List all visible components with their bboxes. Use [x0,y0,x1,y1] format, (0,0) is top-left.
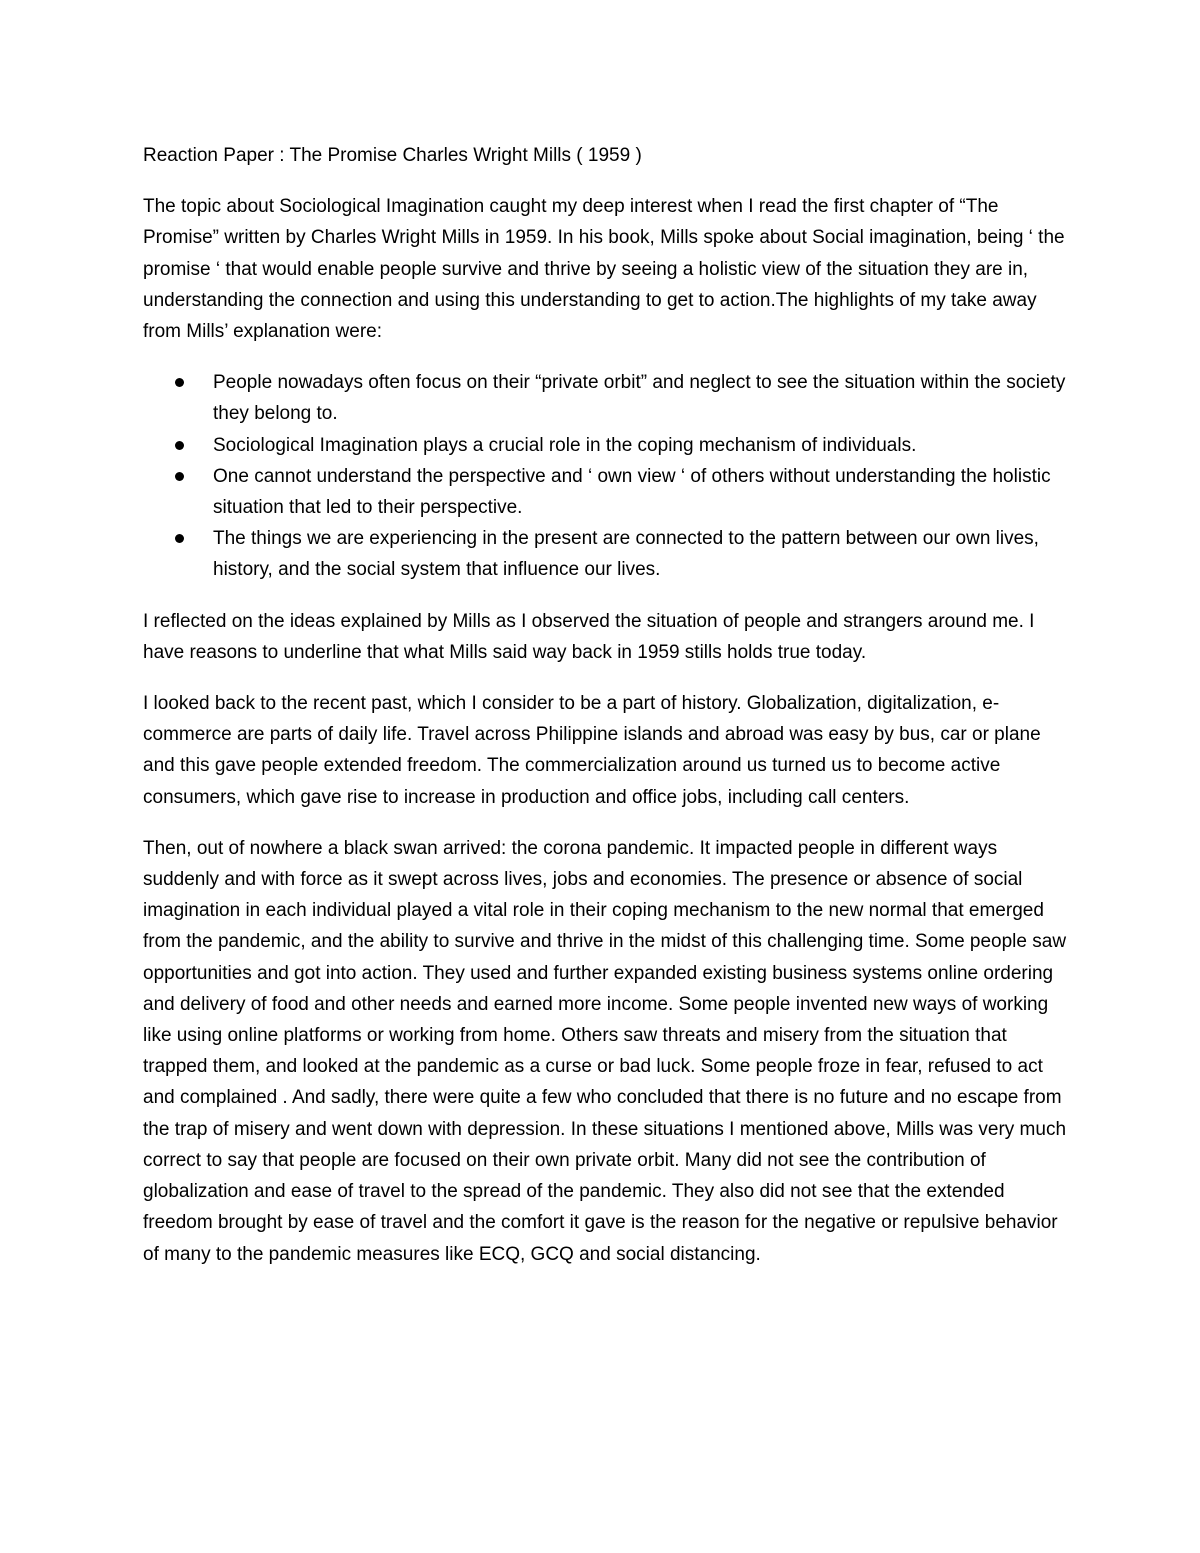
reflection-paragraph: I reflected on the ideas explained by Mills as I observed the situation of people and strangers around me. I have reasons to underline that what Mills said way back in 1959 stills holds true today. [143,610,1035,663]
list-item-text: One cannot understand the perspective and ‘ own view ‘ of others without understanding the holistic situation that led to their perspective. [213,465,1051,519]
pandemic-paragraph: Then, out of nowhere a black swan arrived: the corona pandemic. It impacted people in different ways suddenly and with force as it swept across lives, jobs and economies. The presence or absence of social imagination in each individual played a vital role in their coping mechanism to the new normal that emerged from the pandemic, and the ability to survive and thrive in the midst of this challenging time. Some people saw opportunities and got into action. They used and further expanded existing business systems online ordering and delivery of food and other needs and earned more income. Some people invented new ways of working like using online platforms or working from home. Others saw threats and misery from the situation that trapped them, and looked at the pandemic as a curse or bad luck. Some people froze in fear, refused to act and complained . And sadly, there were quite a few who concluded that there is no future and no escape from the trap of misery and went down with depression. In these situations I mentioned above, Mills was very much correct to say that people are focused on their own private orbit. Many did not see the contribution of globalization and ease of travel to the spread of the pandemic. They also did not see that the extended freedom brought by ease of travel and the comfort it gave is the reason for the negative or repulsive behavior of many to the pandemic measures like ECQ, GCQ and social distancing. [143,837,1067,1265]
document-title: Reaction Paper : The Promise Charles Wright Mills ( 1959 ) [143,145,642,166]
bullet-icon [175,378,184,387]
list-item-text: Sociological Imagination plays a crucial role in the coping mechanism of individuals. [213,434,917,456]
bullet-icon [175,534,184,543]
list-item [143,367,1068,429]
list-item [143,461,1068,523]
list-item-text: The things we are experiencing in the present are connected to the pattern between our own lives, history, and the social system that influence our lives. [213,528,1039,581]
bullet-icon [175,441,184,450]
intro-paragraph: The topic about Sociological Imagination caught my deep interest when I read the first chapter of “The Promise” written by Charles Wright Mills in 1959. In his book, Mills spoke about Social imagination, being ‘ the promise ‘ that would enable people survive and thrive by seeing a holistic view of the situation they are in, understanding the connection and using this understanding to get to action.The highlights of my take away from Mills’ explanation were: [143,196,1065,343]
list-item-text: People nowadays often focus on their “private orbit” and neglect to see the situation within the society they belong to. [213,372,1066,425]
document-page [143,140,1068,1290]
list-item [143,430,1068,461]
bullet-icon [175,472,184,481]
list-item [143,523,1068,585]
highlights-list [143,367,1068,585]
history-paragraph: I looked back to the recent past, which I consider to be a part of history. Globalization, digitalization, e-commerce are parts of daily life. Travel across Philippine islands and abroad was easy by bus, car or plane and this gave people extended freedom. The commercialization around us turned us to become active consumers, which gave rise to increase in production and office jobs, including call centers. [143,693,1041,808]
